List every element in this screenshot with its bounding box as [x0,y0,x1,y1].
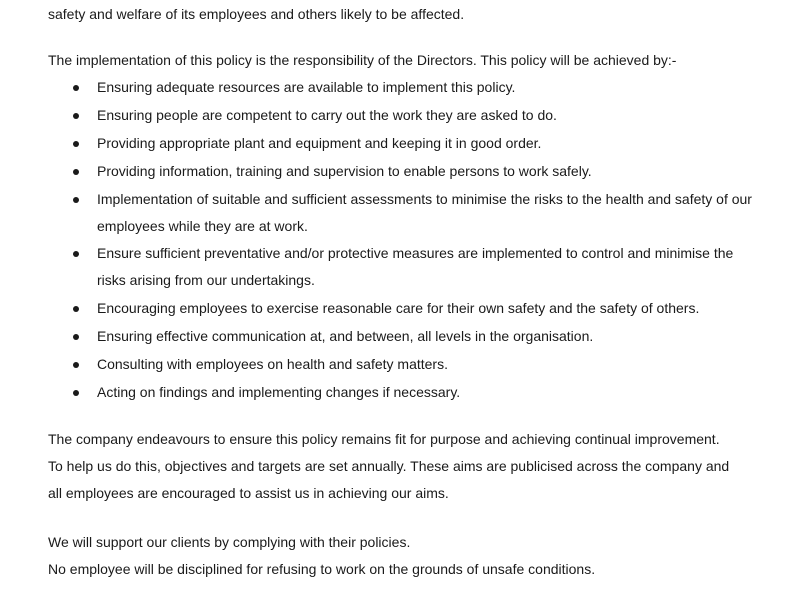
improvement-line-3: all employees are encouraged to assist us in achieving our aims. [48,485,449,501]
bullet-icon [73,306,79,312]
responsibility-statement: The implementation of this policy is the responsibility of the Directors. This policy will be achieved by:- [48,52,677,68]
bullet-icon [73,197,79,203]
bullet-icon [73,251,79,257]
list-item-text: Ensuring people are competent to carry out the work they are asked to do. [97,107,557,123]
bullet-icon [73,85,79,91]
list-item-text: Consulting with employees on health and safety matters. [97,356,448,372]
bullet-icon [73,113,79,119]
clients-statement: We will support our clients by complying with their policies. [48,534,411,550]
improvement-line-1: The company endeavours to ensure this policy remains fit for purpose and achieving continual improvement. [48,431,720,447]
bullet-icon [73,362,79,368]
unsafe-conditions-statement: No employee will be disciplined for refusing to work on the grounds of unsafe conditions. [48,561,596,577]
list-item-text: Providing appropriate plant and equipment and keeping it in good order. [97,135,542,151]
list-item-text: Implementation of suitable and sufficient assessments to minimise the risks to the health and safety of our employees while they are at work. [97,191,752,234]
list-item-text: Ensuring adequate resources are available to implement this policy. [97,79,516,95]
bullet-icon [73,169,79,175]
list-item-text: Encouraging employees to exercise reasonable care for their own safety and the safety of others. [97,300,700,316]
improvement-line-2: To help us do this, objectives and targets are set annually. These aims are publicised across the company and [48,458,730,474]
bullet-icon [73,334,79,340]
list-item-text: Providing information, training and supervision to enable persons to work safely. [97,163,592,179]
bullet-icon [73,141,79,147]
list-item-text: Ensure sufficient preventative and/or protective measures are implemented to control and minimise the risks arising from our undertakings. [97,245,734,288]
intro-top-line: safety and welfare of its employees and others likely to be affected. [48,6,465,22]
list-item-text: Acting on findings and implementing changes if necessary. [97,384,461,400]
bullet-icon [73,390,79,396]
list-item-text: Ensuring effective communication at, and between, all levels in the organisation. [97,328,594,344]
